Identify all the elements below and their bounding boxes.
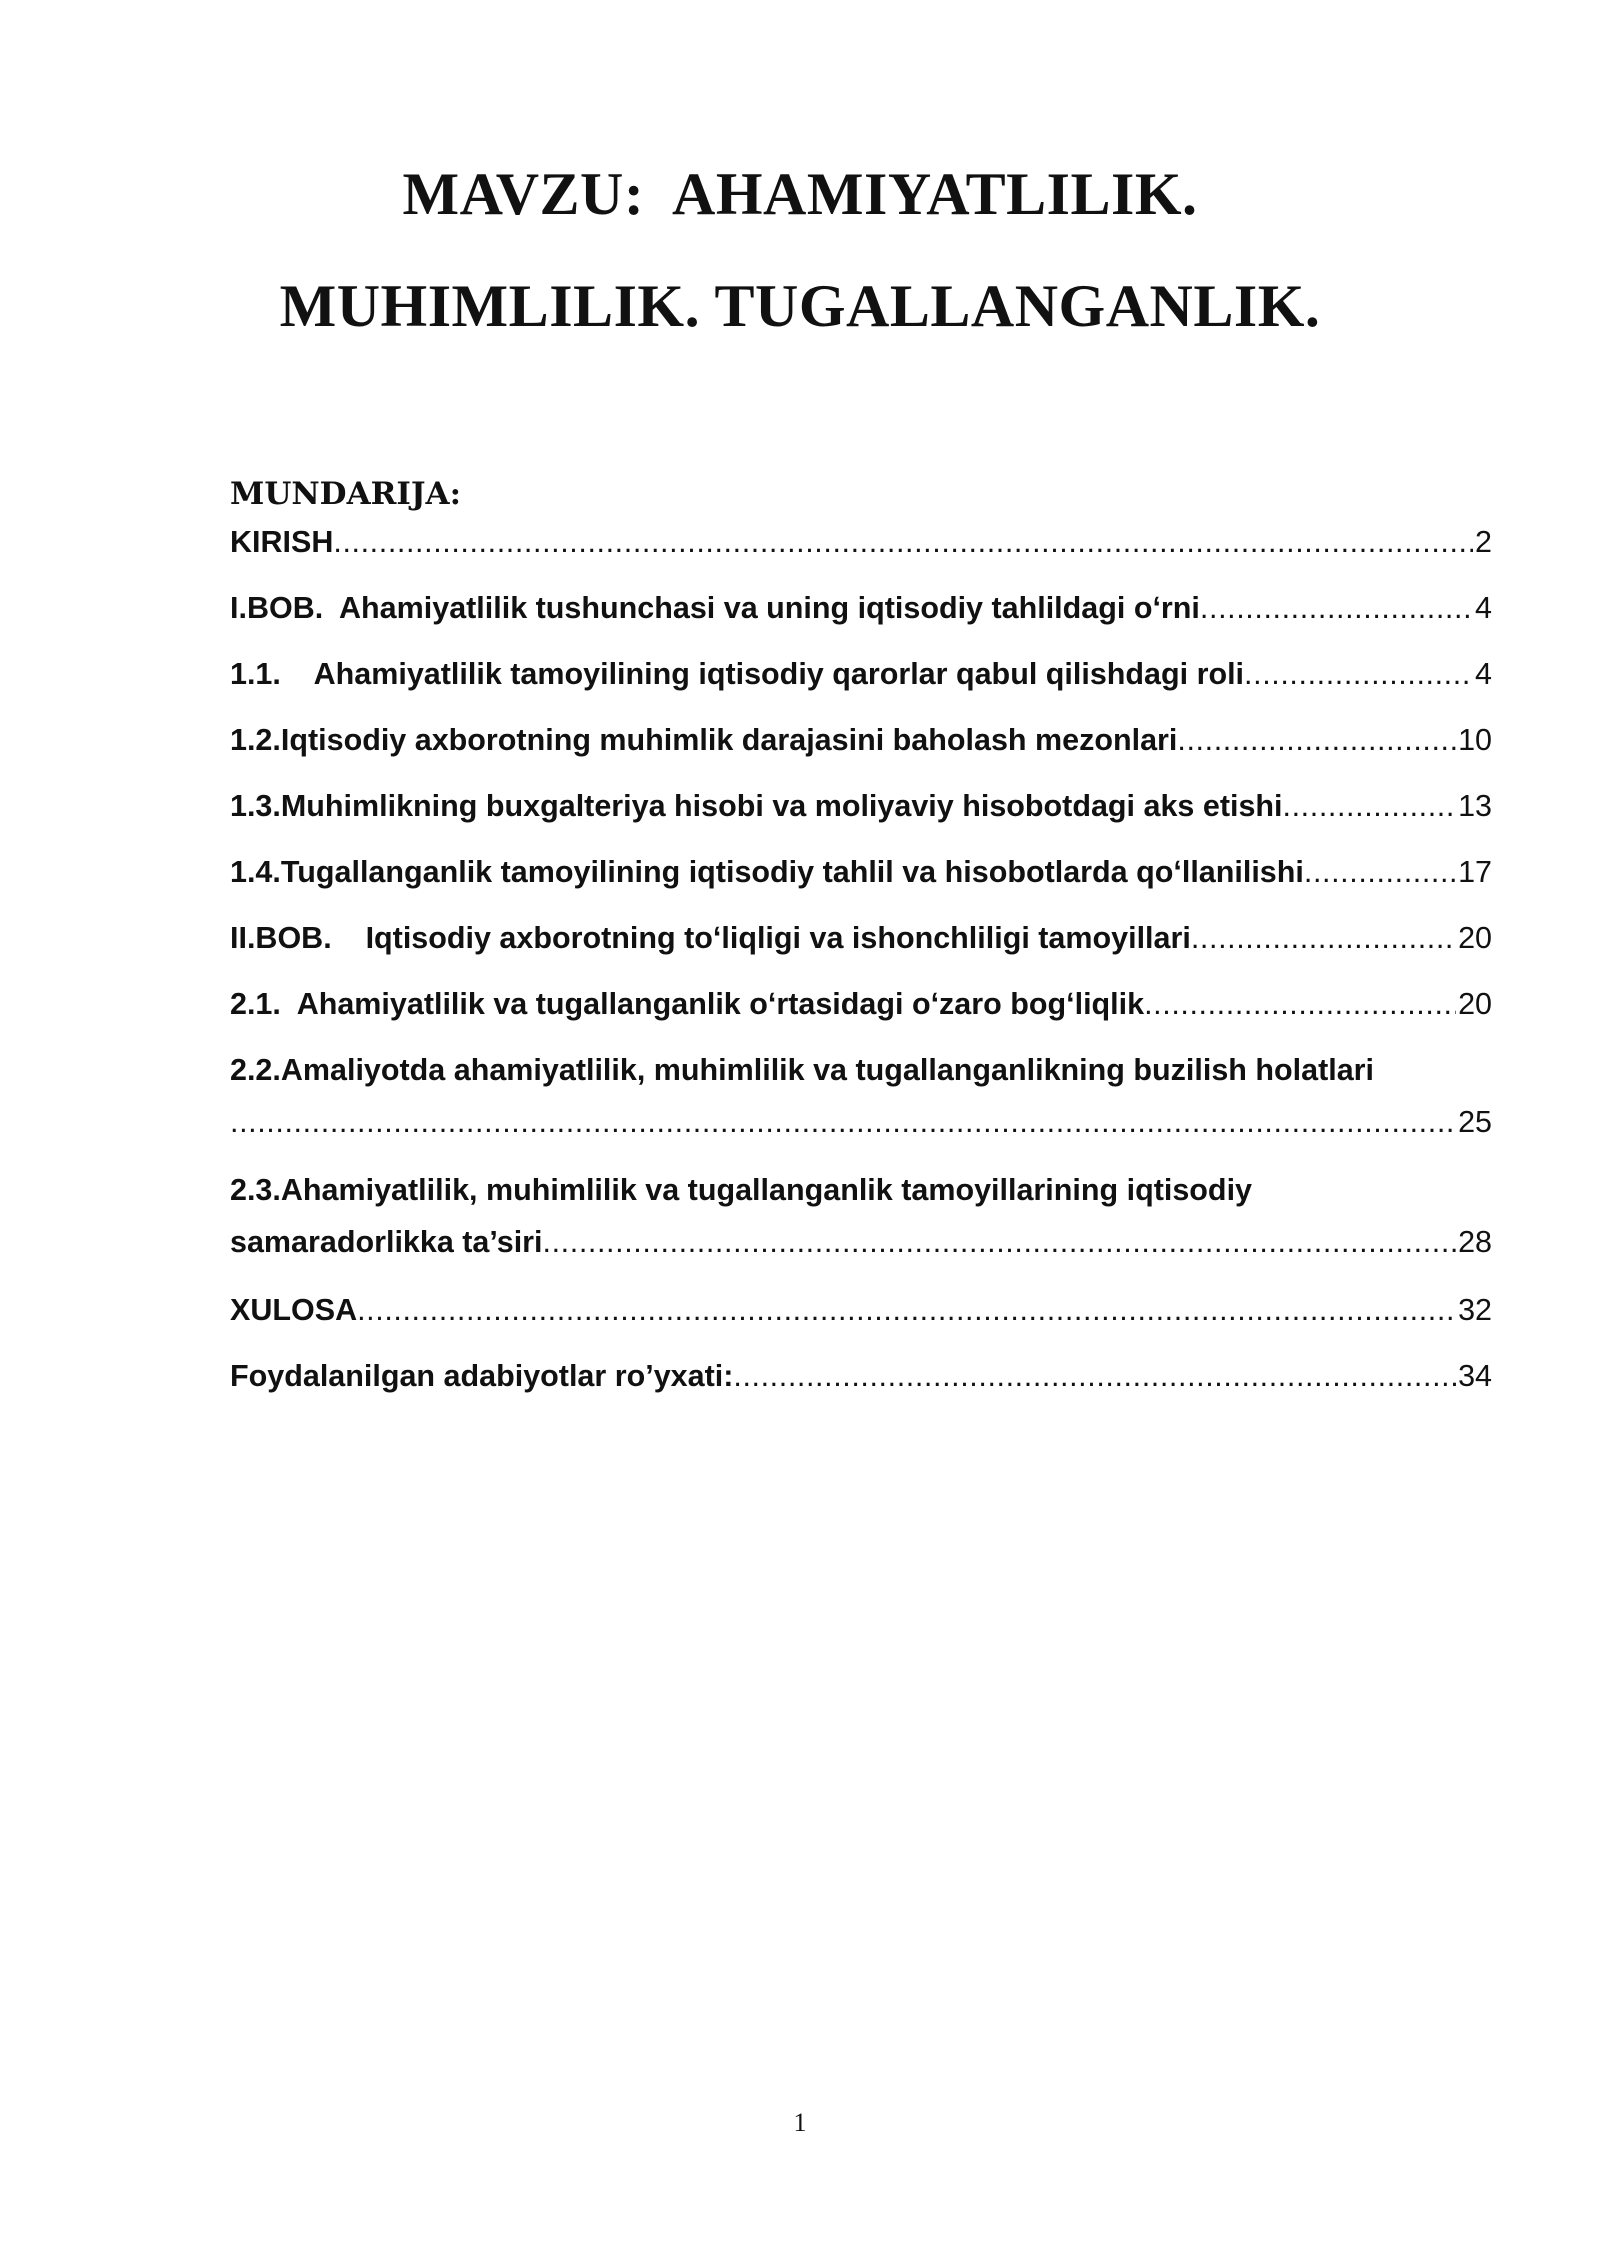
toc-entry-page: 17: [1458, 855, 1492, 889]
toc-entry-chapter-1[interactable]: [230, 582, 1492, 634]
toc-entry-page: 20: [1458, 921, 1492, 955]
toc-entry-label: 1.4.Tugallanganlik tamoyilining iqtisodiy tahlil va hisobotlarda qoʻllanilishi: [230, 855, 1304, 889]
page-number: 1: [793, 2108, 807, 2137]
toc-entry-page: 4: [1475, 657, 1492, 691]
toc-entry-page: 2: [1475, 525, 1492, 559]
title-line-2: MUHIMLILIK. TUGALLANGANLIK.: [279, 273, 1321, 339]
toc-leader-dots: [1191, 912, 1456, 964]
toc-leader-dots: [1283, 780, 1457, 832]
toc-entry-page: 4: [1475, 591, 1492, 625]
toc-leader-dots: [543, 1216, 1457, 1268]
toc-entry-page: 13: [1458, 789, 1492, 823]
toc-entry-1-3[interactable]: [230, 780, 1492, 832]
toc-entry-xulosa[interactable]: [230, 1284, 1492, 1336]
toc-leader-dots: [1144, 978, 1456, 1030]
toc-leader-dots: [1200, 582, 1473, 634]
toc-leader-dots: [357, 1284, 1456, 1336]
toc-entry-label: 1.2.Iqtisodiy axborotning muhimlik darajasini baholash mezonlari: [230, 723, 1178, 757]
toc-leader-dots: [333, 516, 1473, 568]
toc-entry-label: Foydalanilgan adabiyotlar ro’yxati:: [230, 1359, 734, 1393]
toc-entry-label: 1.3.Muhimlikning buxgalteriya hisobi va moliyaviy hisobotdagi aks etishi: [230, 789, 1283, 823]
toc-entry-label: KIRISH: [230, 525, 334, 559]
toc-leader-dots: [230, 1096, 1456, 1148]
toc-entry-2-3-line1[interactable]: 2.3.Ahamiyatlilik, muhimlilik va tugallanganlik tamoyillarining iqtisodiy: [230, 1173, 1253, 1207]
toc-entry-page: 20: [1458, 987, 1492, 1021]
toc-entry-2-1[interactable]: [230, 978, 1492, 1030]
toc-leader-dots: [1244, 648, 1473, 700]
toc-entry-2-2-line1[interactable]: 2.2.Amaliyotda ahamiyatlilik, muhimlilik va tugallanganlikning buzilish holatlari: [230, 1053, 1375, 1087]
toc-leader-dots: [1304, 846, 1456, 898]
toc-entry-label: II.BOB. Iqtisodiy axborotning toʻliqligi va ishonchliligi tamoyillari: [230, 921, 1191, 955]
toc-entry-label: 1.1. Ahamiyatlilik tamoyilining iqtisodiy qarorlar qabul qilishdagi roli: [230, 657, 1245, 691]
toc-entry-page: 28: [1458, 1225, 1492, 1259]
toc-entry-kirish[interactable]: [230, 516, 1492, 568]
toc-entry-bibliography[interactable]: [230, 1350, 1492, 1402]
toc-entry-page: 25: [1458, 1105, 1492, 1139]
toc-leader-dots: [733, 1350, 1456, 1402]
toc-entry-label: 2.1. Ahamiyatlilik va tugallanganlik oʻrtasidagi oʻzaro bogʻliqlik: [230, 987, 1145, 1021]
title-line-1: MAVZU: AHAMIYATLILIK.: [402, 161, 1198, 227]
toc-entry-label: samaradorlikka ta’siri: [230, 1225, 543, 1259]
toc-entry-chapter-2[interactable]: [230, 912, 1492, 964]
toc-entry-1-4[interactable]: [230, 846, 1492, 898]
toc-entry-label: XULOSA: [230, 1293, 358, 1327]
toc-heading: MUNDARIJA:: [230, 476, 462, 512]
toc-entry-1-2[interactable]: [230, 714, 1492, 766]
toc-entry-2-3[interactable]: [230, 1216, 1492, 1268]
toc-entry-label: I.BOB. Ahamiyatlilik tushunchasi va uning iqtisodiy tahlildagi oʻrni: [230, 591, 1200, 625]
toc-entry-1-1[interactable]: [230, 648, 1492, 700]
toc-entry-page: 32: [1458, 1293, 1492, 1327]
toc-entry-page: 34: [1458, 1359, 1492, 1393]
toc-entry-2-2[interactable]: [230, 1096, 1492, 1148]
toc-leader-dots: [1177, 714, 1456, 766]
toc-entry-page: 10: [1458, 723, 1492, 757]
